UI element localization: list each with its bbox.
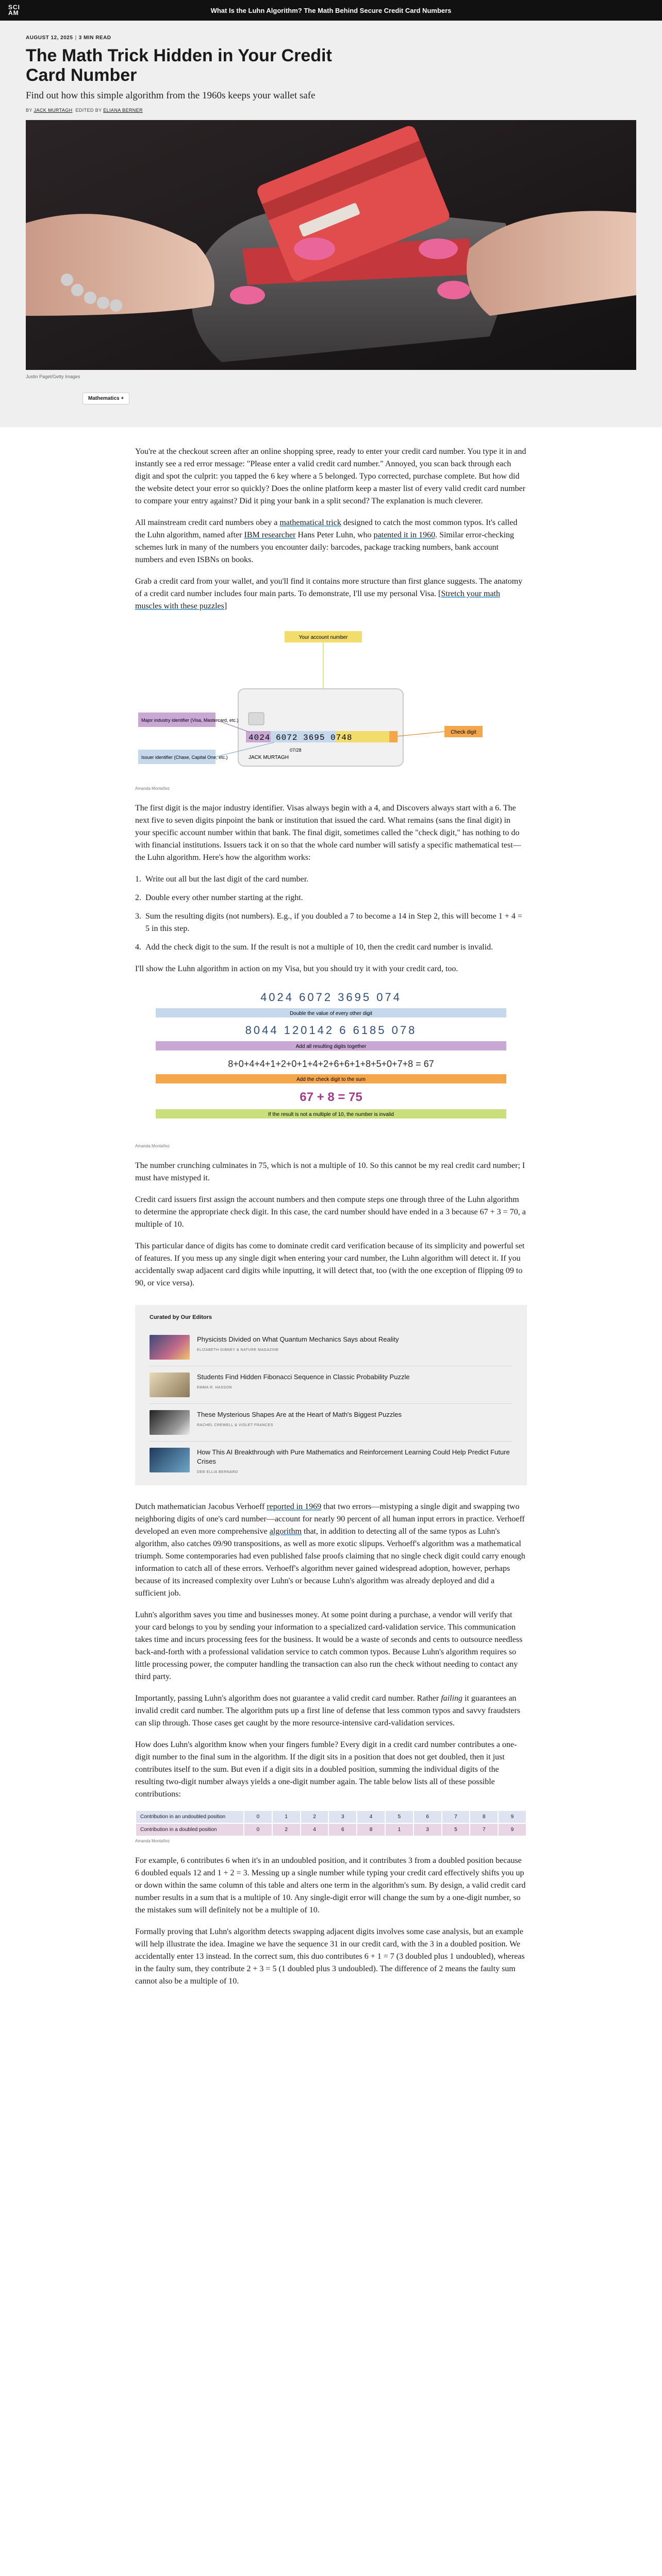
curated-item-byline: ELIZABETH GIBNEY & NATURE MAGAZINE bbox=[197, 1348, 279, 1352]
paragraph: How does Luhn's algorithm know when your fingers fumble? Every digit in a credit card number contributes a one-digit number to the final sum in the algorithm. If the digit sits in a position that does not get doubled, then it just contributes itself to the sum. But even if a digit sits in a doubled position, summing the individual digits of the resulting two-digit number always yields a one-digit number again. The table below lists all of these possible contributions: bbox=[135, 1740, 517, 1799]
topic-tag[interactable] bbox=[82, 393, 129, 404]
article-dek: Find out how this simple algorithm from the 1960s keeps your wallet safe bbox=[26, 90, 316, 101]
inline-link[interactable]: algorithm bbox=[269, 1527, 302, 1536]
digits-row: 4024 6072 3695 074 bbox=[260, 991, 402, 1004]
table-cell: 0 bbox=[244, 1810, 272, 1823]
card-anatomy-svg bbox=[135, 622, 527, 782]
table-cell: 7 bbox=[442, 1810, 470, 1823]
text: Importantly, passing Luhn's algorithm does not guarantee a valid credit card number. Rather bbox=[135, 1694, 441, 1703]
top-nav-bar bbox=[0, 0, 662, 21]
table-cell: 1 bbox=[272, 1810, 301, 1823]
list-item: 4. Add the check digit to the sum. If the result is not a multiple of 10, then the credit card number is invalid. bbox=[135, 943, 493, 952]
paragraph: Luhn's algorithm saves you time and businesses money. At some point during a purchase, a vendor will verify that your card belongs to you by sending your information to a specialized card-validation service. This communication takes time and incurs processing fees for the business. It would be a waste of seconds and cents to outsource needless back-and-forth with a professional validation service to catch common typos. Because Luhn's algorithm requires so little processing power, the computer handling the transaction can also run the check without needing to contact any third party. bbox=[135, 1611, 523, 1681]
article-body bbox=[135, 427, 527, 1988]
luhn-example-figure bbox=[135, 985, 527, 1148]
inline-link[interactable]: Stretch your math muscles with these puzzles bbox=[135, 589, 501, 611]
paragraph bbox=[135, 517, 527, 566]
list-item: 3. Sum the resulting digits (not numbers). E.g., if you doubled a 7 to become a 14 in Step 2, this will become 1 + 4 = 5 in this step. bbox=[135, 912, 522, 933]
table-cell: 5 bbox=[385, 1810, 413, 1823]
inline-link[interactable]: patented it in 1960 bbox=[373, 531, 436, 539]
text: it guarantees an invalid credit card number. The algorithm puts up a first line of defense that less common typos and savvy fraudsters can slip through. Those cases get caught by the more resource-intensive card-validation services. bbox=[135, 1694, 521, 1727]
curated-box bbox=[135, 1305, 527, 1485]
table-cell: 5 bbox=[442, 1823, 470, 1836]
emphasis: failing bbox=[441, 1694, 463, 1703]
byline bbox=[26, 108, 636, 113]
paragraph: You're at the checkout screen after an online shopping spree, ready to enter your credit card number. You type it in and instantly see a red error message: "Please enter a valid credit card number." Annoyed, you scan back through each digit and spot the culprit: you tapped the 6 key where a 5 belonged. Typo corrected, purchase complete. But how did the website detect your error so quickly? Does the online platform keep a master list of every valid credit card number to compare your entry against? Did it ping your bank in a split second? The explanation is much cleverer. bbox=[135, 447, 526, 505]
row-label: Contribution in an undoubled position bbox=[136, 1810, 244, 1823]
figure-credit: Amanda Montañez bbox=[135, 786, 170, 791]
curated-item[interactable] bbox=[150, 1441, 512, 1480]
text: that two errors—mistyping a single digit and swapping two neighboring digits of one's card number—account for nearly 90 percent of all human input errors in practice. Verhoeff developed an even more comprehensive bbox=[135, 1502, 525, 1536]
table-cell: 0 bbox=[244, 1823, 272, 1836]
curated-item[interactable] bbox=[150, 1403, 512, 1441]
paragraph bbox=[135, 1692, 527, 1730]
thumbnail-image bbox=[150, 1372, 190, 1397]
curated-item-title[interactable]: Physicists Divided on What Quantum Mechanics Says about Reality bbox=[197, 1335, 399, 1343]
paragraph: I'll show the Luhn algorithm in action on my Visa, but you should try it with your credit card, too. bbox=[135, 964, 458, 973]
inline-link[interactable]: mathematical trick bbox=[279, 518, 341, 527]
editor-link[interactable]: ELIANA BERNER bbox=[103, 108, 143, 113]
curated-item-title[interactable]: How This AI Breakthrough with Pure Mathematics and Reinforcement Learning Could Help Predict Future Crises bbox=[197, 1448, 510, 1465]
inline-link[interactable]: IBM researcher bbox=[244, 531, 296, 539]
curated-item-title[interactable]: Students Find Hidden Fibonacci Sequence in Classic Probability Puzzle bbox=[197, 1373, 410, 1381]
text: Dutch mathematician Jacobus Verhoeff bbox=[135, 1502, 267, 1511]
algorithm-steps bbox=[135, 873, 527, 954]
table-cell: 4 bbox=[301, 1823, 329, 1836]
publish-date: AUGUST 12, 2025 bbox=[26, 35, 73, 41]
paragraph: Credit card issuers first assign the account numbers and then compute steps one through three of the Luhn algorithm to determine the appropriate check digit. In this case, the card number should have ended in a 3 because 67 + 3 = 70, a multiple of 10. bbox=[135, 1195, 526, 1229]
nav-article-title: What Is the Luhn Algorithm? The Math Behind Secure Credit Card Numbers bbox=[210, 6, 452, 14]
luhn-example-svg bbox=[135, 985, 527, 1139]
doubled-row: 8044 120142 6 6185 078 bbox=[245, 1024, 417, 1037]
text: . Similar error-checking schemes lurk in many of the numbers you encounter daily: barcodes, package tracking numbers, bank account numbers and even ISBNs on books. bbox=[135, 531, 515, 564]
industry-label: Major industry identifier (Visa, Mastercard, etc.) bbox=[141, 718, 239, 723]
logo-line-2: AM bbox=[8, 9, 19, 16]
cardholder-text: JACK MURTAGH bbox=[249, 755, 289, 760]
fingernail bbox=[230, 286, 265, 304]
expiry-text: 07/28 bbox=[290, 748, 302, 753]
hero-image bbox=[26, 120, 636, 370]
fingernail bbox=[294, 238, 335, 260]
text: designed to catch the most common typos. It's called the Luhn algorithm, named after bbox=[135, 518, 518, 539]
author-link[interactable]: JACK MURTAGH bbox=[34, 108, 73, 113]
list-item: 1. Write out all but the last digit of the card number. bbox=[135, 875, 309, 884]
table-cell: 9 bbox=[498, 1823, 526, 1836]
paragraph: The number crunching culminates in 75, which is not a multiple of 10. So this cannot be my real credit card number; I must have mistyped it. bbox=[135, 1161, 525, 1182]
table-cell: 3 bbox=[413, 1823, 442, 1836]
paragraph bbox=[135, 1501, 527, 1600]
table-cell: 2 bbox=[272, 1823, 301, 1836]
step-sum-label: Add all resulting digits together bbox=[295, 1044, 367, 1049]
curated-item[interactable] bbox=[150, 1366, 512, 1403]
step-text: Add the check digit to the sum. If the result is not a multiple of 10, then the credit card number is invalid. bbox=[145, 943, 493, 952]
table-cell: 3 bbox=[328, 1810, 357, 1823]
step-check-label: Add the check digit to the sum bbox=[296, 1077, 366, 1082]
thumbnail-image bbox=[150, 1335, 190, 1360]
editor-prefix: EDITED BY bbox=[75, 108, 102, 113]
curated-item-byline: EMMA R. HASSON bbox=[197, 1386, 233, 1389]
paragraph bbox=[135, 575, 527, 613]
thumbnail-image bbox=[150, 1410, 190, 1435]
article-meta: AUGUST 12, 2025 | 3 MIN READ bbox=[26, 35, 111, 41]
contribution-table-figure bbox=[135, 1810, 527, 1843]
hero-illustration bbox=[26, 120, 636, 370]
check-highlight bbox=[389, 731, 398, 742]
list-item: 2. Double every other number starting at the right. bbox=[135, 893, 303, 902]
logo-line-1: SCI bbox=[8, 4, 21, 11]
curated-item-byline: RACHEL CREWELL & VIOLET FRANCES bbox=[197, 1423, 273, 1427]
curated-item-title[interactable]: These Mysterious Shapes Are at the Heart of Math's Biggest Puzzles bbox=[197, 1411, 402, 1418]
text: Grab a credit card from your wallet, and you'll find it contains more structure than first glance suggests. The anatomy of a credit card number includes four main parts. To demonstrate, I'll use my personal Visa. [ bbox=[135, 577, 523, 598]
sum-row: 8+0+4+4+1+2+0+1+4+2+6+6+1+8+5+0+7+8 = 67 bbox=[228, 1059, 434, 1069]
paragraph: This particular dance of digits has come to dominate credit card verification because of its simplicity and powerful set of features. If you mess up any single digit when entering your card number, the Luhn algorithm will detect it. If you accidentally swap adjacent card digits while inputting, it will detect that, too (with the one exception of flipping 09 to 90, or vice versa). bbox=[135, 1242, 525, 1287]
inline-link[interactable]: reported in 1969 bbox=[267, 1502, 322, 1511]
table-row bbox=[136, 1823, 526, 1836]
table-cell: 1 bbox=[385, 1823, 413, 1836]
plus-icon: + bbox=[121, 396, 124, 401]
step-result-label: If the result is not a multiple of 10, the number is invalid bbox=[268, 1112, 394, 1117]
total-row: 67 + 8 = 75 bbox=[300, 1090, 362, 1104]
check-label: Check digit bbox=[451, 730, 476, 735]
step-text: Write out all but the last digit of the card number. bbox=[145, 875, 309, 884]
card-anatomy-figure bbox=[135, 622, 527, 791]
chip-icon bbox=[249, 713, 264, 725]
paragraph: For example, 6 contributes 6 when it's in an undoubled position, and it contributes 3 from a doubled position because 6 doubled equals 12 and 1 + 2 = 3. Messing up a single number while typing your credit card effectively shifts you up or down within the same column of this table and alters one term in the algorithm's sum. By design, a valid credit card number results in a sum that is a multiple of 10. Any single-digit error will change the sum by a one-digit number, so the mistakes sum will definitely not be a multiple of 10. bbox=[135, 1856, 526, 1914]
text: ] bbox=[224, 602, 227, 611]
row-label: Contribution in a doubled position bbox=[136, 1823, 244, 1836]
contribution-table bbox=[135, 1810, 527, 1837]
step-text: Sum the resulting digits (not numbers). E.g., if you doubled a 7 to become a 14 in Step 2, this will become 1 + 4 = 5 in this step. bbox=[145, 912, 522, 933]
step-text: Double every other number starting at the right. bbox=[145, 893, 303, 902]
table-cell: 8 bbox=[470, 1810, 498, 1823]
topic-tag-label: Mathematics bbox=[88, 396, 120, 401]
curated-item[interactable] bbox=[150, 1329, 512, 1366]
text: Hans Peter Luhn, who bbox=[295, 531, 374, 539]
text: that, in addition to detecting all of the same typos as Luhn's algorithm, also catches 09/90 transpositions, as well as more exotic slipups. Verhoeff's algorithm was a mathematical triumph. Some contemporaries had even published false proofs claiming that no single check digit could carry enough information to catch all of these errors. Verhoeff's algorithm never gained widespread adoption, however, perhaps because of its increased complexity over Luhn's or because Luhn's algorithm was already deployed and did a sufficient job. bbox=[135, 1527, 525, 1598]
step-double-label: Double the value of every other digit bbox=[289, 1011, 373, 1016]
thumbnail-image bbox=[150, 1448, 190, 1472]
article-title: The Math Trick Hidden in Your Credit Card Number bbox=[26, 46, 332, 85]
table-cell: 4 bbox=[357, 1810, 385, 1823]
table-cell: 7 bbox=[470, 1823, 498, 1836]
byline-prefix: BY bbox=[26, 108, 32, 113]
issuer-label: Issuer identifier (Chase, Capital One, etc.) bbox=[141, 755, 228, 760]
table-cell: 6 bbox=[413, 1810, 442, 1823]
image-credit: Justin Paget/Getty Images bbox=[26, 374, 80, 379]
text: All mainstream credit card numbers obey a bbox=[135, 518, 280, 527]
account-label: Your account number bbox=[299, 635, 348, 640]
figure-credit: Amanda Montañez bbox=[135, 1839, 170, 1843]
table-cell: 2 bbox=[301, 1810, 329, 1823]
table-cell: 6 bbox=[328, 1823, 357, 1836]
table-cell: 9 bbox=[498, 1810, 526, 1823]
curated-heading: Curated by Our Editors bbox=[150, 1314, 212, 1320]
card-number-text: 4024 6072 3695 0748 bbox=[249, 733, 353, 742]
article-hero bbox=[0, 21, 662, 427]
fingernail bbox=[419, 239, 458, 259]
table-cell: 8 bbox=[357, 1823, 385, 1836]
fingernail bbox=[437, 281, 470, 299]
curated-item-byline: DEB ELLIA BERNARD bbox=[197, 1470, 238, 1474]
paragraph: The first digit is the major industry identifier. Visas always begin with a 4, and Discovers always start with a 6. The next five to seven digits pinpoint the bank or institution that issued the card. What remains (sans the final digit) in your specific account number within that bank. The final digit, sometimes called the "check digit," has nothing to do with financial institutions. Issuers tack it on so that the whole card number will satisfy a specific mathematical test—the Luhn algorithm. Here's how the algorithm works: bbox=[135, 804, 521, 862]
table-row bbox=[136, 1810, 526, 1823]
read-time: 3 MIN READ bbox=[78, 35, 111, 41]
paragraph: Formally proving that Luhn's algorithm detects swapping adjacent digits involves some case analysis, but an example will help illustrate the idea. Imagine we have the sequence 31 in our credit card, with the 3 in a doubled position. We accidentally enter 13 instead. In the correct sum, this duo contributes 6 + 1 = 7 (3 doubled plus 1 undoubled), whereas in the faulty sum, they contribute 2 + 3 = 5 (1 doubled plus 3 undoubled). The difference of 2 means the faulty sum cannot also be a multiple of 10. bbox=[135, 1927, 525, 1986]
figure-credit: Amanda Montañez bbox=[135, 1144, 170, 1148]
